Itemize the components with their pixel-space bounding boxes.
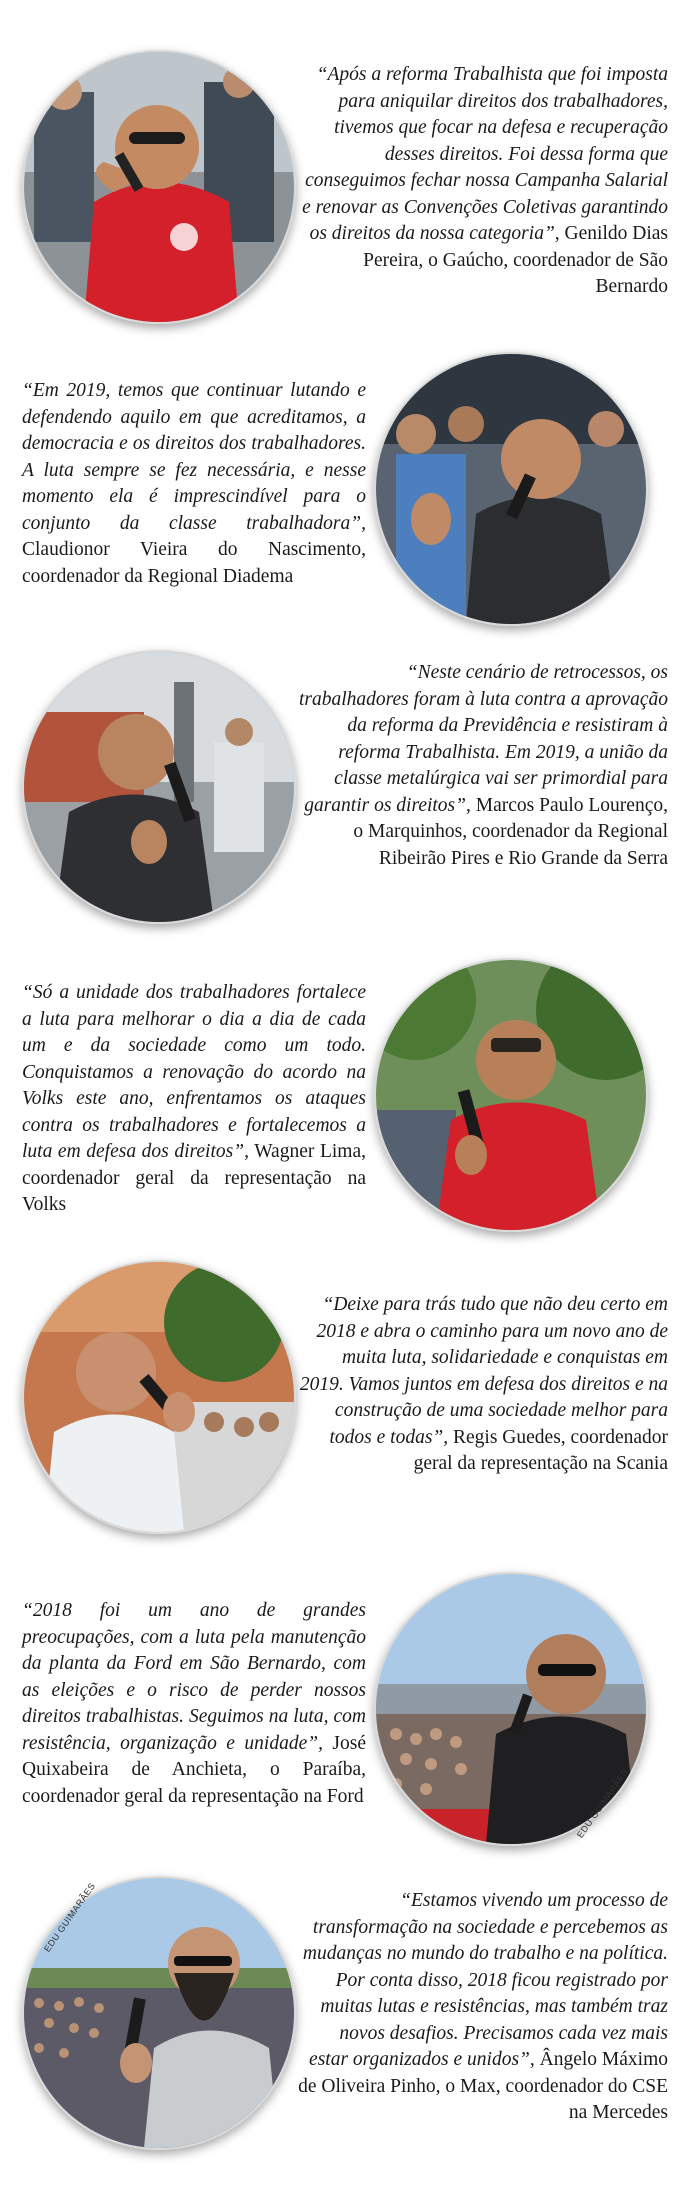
- testimonial-text-3: [296, 660, 668, 872]
- testimonial-quote-6: “2018 foi um ano de grandes preocupações, com a luta pela manutenção da planta da Ford em São Bernardo, com as eleições e o risco de perder nossos direitos trabalhistas. Seguimos na luta, com resistência, organização e unidade”,: [22, 1600, 366, 1754]
- testimonial-credit-1: Genildo Dias Pereira, o Gaúcho, coordenador de São Bernardo: [363, 223, 668, 297]
- testimonial-text-4: [22, 980, 366, 1219]
- testimonial-photo-4: [374, 958, 648, 1232]
- testimonial-entry-1: [0, 50, 693, 340]
- speaker-photo-illustration: [24, 52, 294, 322]
- testimonial-photo-3: [22, 650, 296, 924]
- testimonial-credit-6: José Quixabeira de Anchieta, o Paraíba, coordenador geral da representação na Ford: [22, 1732, 366, 1807]
- testimonial-text-5: [296, 1292, 668, 1478]
- testimonial-text-2: [22, 378, 366, 590]
- testimonial-quote-3: “Neste cenário de retrocessos, os trabalhadores foram à luta contra a aprovação da reforma da Previdência e resistiram à reforma Trabalhista. Em 2019, a união da classe metalúrgica vai ser primordial para garantir os direitos”,: [298, 662, 668, 816]
- testimonial-credit-5: Regis Guedes, coordenador geral da representação na Scania: [413, 1426, 668, 1474]
- testimonial-entry-2: [0, 352, 693, 642]
- testimonial-credit-2: Claudionor Vieira do Nascimento, coordenador da Regional Diadema: [22, 539, 366, 587]
- testimonial-photo-2: [374, 352, 648, 626]
- speaker-photo-illustration: [376, 960, 646, 1230]
- testimonial-entry-4: [0, 958, 693, 1248]
- testimonial-quote-5: “Deixe para trás tudo que não deu certo em 2018 e abra o caminho para um novo ano de muita luta, solidariedade e conquistas em 2019. Vamos juntos em defesa dos direitos e na construção de uma sociedade melhor para todos e todas”,: [299, 1294, 668, 1448]
- testimonial-entry-7: [0, 1876, 693, 2166]
- testimonial-credit-4: Wagner Lima, coordenador geral da representação na Volks: [22, 1141, 366, 1215]
- testimonial-entry-5: [0, 1260, 693, 1550]
- speaker-photo-illustration: [24, 1262, 294, 1532]
- testimonial-text-1: [296, 62, 668, 301]
- testimonial-quote-2: “Em 2019, temos que continuar lutando e defendendo aquilo em que acreditamos, a democracia e os direitos dos trabalhadores. A luta sempre se fez necessária, e nesse momento ela é imprescindível para o conjunto da classe trabalhadora”,: [22, 380, 366, 534]
- testimonial-credit-7: Ângelo Máximo de Oliveira Pinho, o Max, coordenador do CSE na Mercedes: [298, 2049, 668, 2123]
- speaker-photo-illustration: [24, 652, 294, 922]
- photo-credit-6: EDU GUIMARÃES: [575, 1766, 631, 1840]
- testimonial-quote-4: “Só a unidade dos trabalhadores fortalece a luta para melhorar o dia a dia de cada um e da sociedade como um todo. Conquistamos a renovação do acordo na Volks este ano, enfrentamos os ataques contra os trabalhadores e fortalecemos a luta em defesa dos direitos”,: [22, 982, 366, 1162]
- speaker-photo-illustration: [376, 354, 646, 624]
- testimonial-photo-1: [22, 50, 296, 324]
- testimonial-credit-3: Marcos Paulo Lourenço, o Marquinhos, coordenador da Regional Ribeirão Pires e Rio Grande da Serra: [353, 794, 668, 869]
- testimonial-quote-1: “Após a reforma Trabalhista que foi imposta para aniquilar direitos dos trabalhadores, tivemos que focar na defesa e recuperação desses direitos. Foi dessa forma que conseguimos fechar nossa Campanha Salarial e renovar as Convenções Coletivas garantindo os direitos da nossa categoria”,: [302, 64, 668, 244]
- testimonial-entry-3: [0, 650, 693, 940]
- testimonial-photo-5: [22, 1260, 296, 1534]
- testimonial-text-6: [22, 1598, 366, 1810]
- photo-credit-7: EDU GUIMARÃES: [42, 1880, 98, 1954]
- testimonial-quote-7: “Estamos vivendo um processo de transformação na sociedade e percebemos as mudanças no mundo do trabalho e na política. Por conta disso, 2018 ficou registrado por muitas lutas e resistências, mas também traz novos desafios. Precisamos cada vez mais estar organizados e unidos”,: [302, 1890, 668, 2070]
- testimonial-text-7: [296, 1888, 668, 2127]
- testimonial-entry-6: [0, 1572, 693, 1862]
